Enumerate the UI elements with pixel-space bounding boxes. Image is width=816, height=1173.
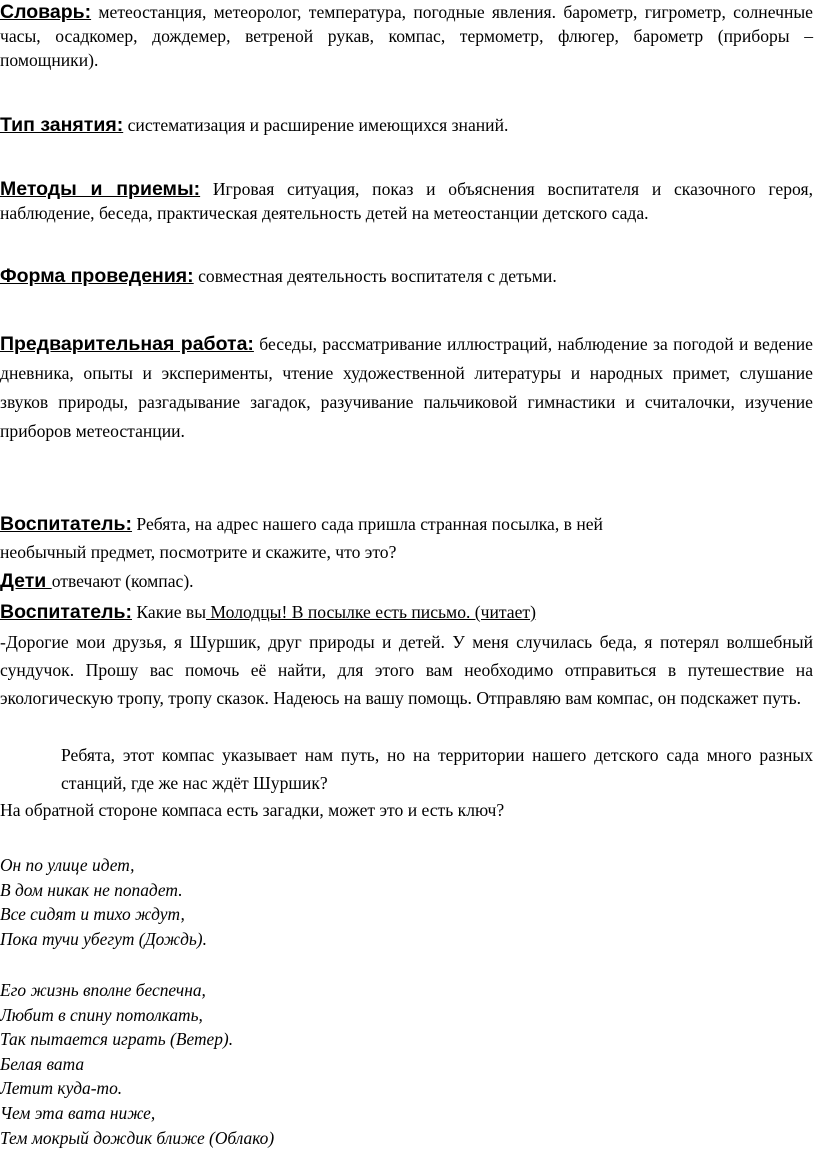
form-paragraph — [0, 264, 813, 288]
teacher-text-2: необычный предмет, посмотрите и скажите, что это? — [0, 542, 397, 562]
riddle-line: Белая вата — [0, 1053, 85, 1074]
riddle-line: Все сидят и тихо ждут, — [0, 904, 185, 925]
teacher-line-3 — [0, 600, 536, 624]
form-text: совместная деятельность воспитателя с детьми. — [193, 266, 557, 286]
vocabulary-label: Словарь: — [0, 1, 92, 23]
children-label: Дети — [0, 570, 52, 592]
methods-paragraph — [0, 177, 813, 225]
riddle-line: Летит куда-то. — [0, 1078, 123, 1099]
riddle-line: Так пытается играть (Ветер). — [0, 1029, 234, 1050]
riddle-line: Любит в спину потолкать, — [0, 1004, 203, 1025]
letter-paragraph — [0, 628, 813, 712]
teacher-text-1: Ребята, на адрес нашего сада пришла странная посылка, в ней — [132, 514, 603, 534]
teacher-label: Воспитатель: — [0, 513, 133, 535]
riddle-line: Пока тучи убегут (Дождь). — [0, 928, 207, 949]
children-text: отвечают (компас). — [51, 571, 194, 591]
riddle-line: Тем мокрый дождик ближе (Облако) — [0, 1127, 275, 1148]
riddle-line: В дом никак не попадет. — [0, 879, 183, 900]
riddle-line: Чем эта вата ниже, — [0, 1102, 156, 1123]
children-line — [0, 569, 194, 593]
lesson-type-paragraph — [0, 113, 813, 137]
methods-text: Игровая ситуация, показ и объяснения воспитателя и сказочного героя, наблюдение, беседа, практическая деятельность детей на метеостанции детского сада. — [0, 179, 813, 223]
preliminary-paragraph — [0, 330, 813, 446]
compass-text: Ребята, этот компас указывает нам путь, но на территории нашего детского сада много разных станций, где же нас ждёт Шуршик? — [61, 745, 813, 793]
riddle-2 — [0, 978, 274, 1150]
methods-label: Методы и приемы: — [0, 178, 201, 200]
riddle-line: Его жизнь вполне беспечна, — [0, 980, 206, 1000]
teacher-text-3b: Молодцы! В посылке есть письмо. (читает) — [206, 602, 536, 622]
compass-paragraph — [0, 741, 813, 797]
teacher-line-1 — [0, 512, 603, 536]
teacher-text-3a: Какие вы — [132, 602, 207, 622]
lesson-type-label: Тип занятия: — [0, 114, 124, 136]
form-label: Форма проведения: — [0, 265, 194, 287]
preliminary-label: Предварительная работа: — [0, 333, 254, 355]
riddles-intro — [0, 798, 504, 822]
letter-text: -Дорогие мои друзья, я Шуршик, друг природы и детей. У меня случилась беда, я потерял волшебный сундучок. Прошу вас помочь её найти, для этого вам необходимо отправиться в путешествие на экологическую тропу, тропу сказок. Надеюсь на вашу помощь. Отправляю вам компас, он подскажет путь. — [0, 632, 813, 708]
riddle-line: Он по улице идет, — [0, 855, 135, 875]
preliminary-text: беседы, рассматривание иллюстраций, наблюдение за погодой и ведение дневника, опыты и эксперименты, чтение художественной литературы и народных примет, слушание звуков природы, разгадывание загадок, разучивание пальчиковой гимнастики и считалочки, изучение приборов метеостанции. — [0, 334, 813, 441]
vocabulary-text: метеостанция, метеоролог, температура, погодные явления. барометр, гигрометр, солнечные часы, осадкомер, дождемер, ветреной рукав, компас, термометр, флюгер, барометр (приборы – помощники). — [0, 2, 813, 70]
riddles-intro-text: На обратной стороне компаса есть загадки, может это и есть ключ? — [0, 800, 505, 820]
vocabulary-paragraph — [0, 0, 813, 72]
riddle-1 — [0, 853, 207, 951]
lesson-type-text: систематизация и расширение имеющихся знаний. — [123, 115, 509, 135]
teacher-label-2: Воспитатель: — [0, 601, 133, 623]
teacher-line-2 — [0, 540, 396, 564]
